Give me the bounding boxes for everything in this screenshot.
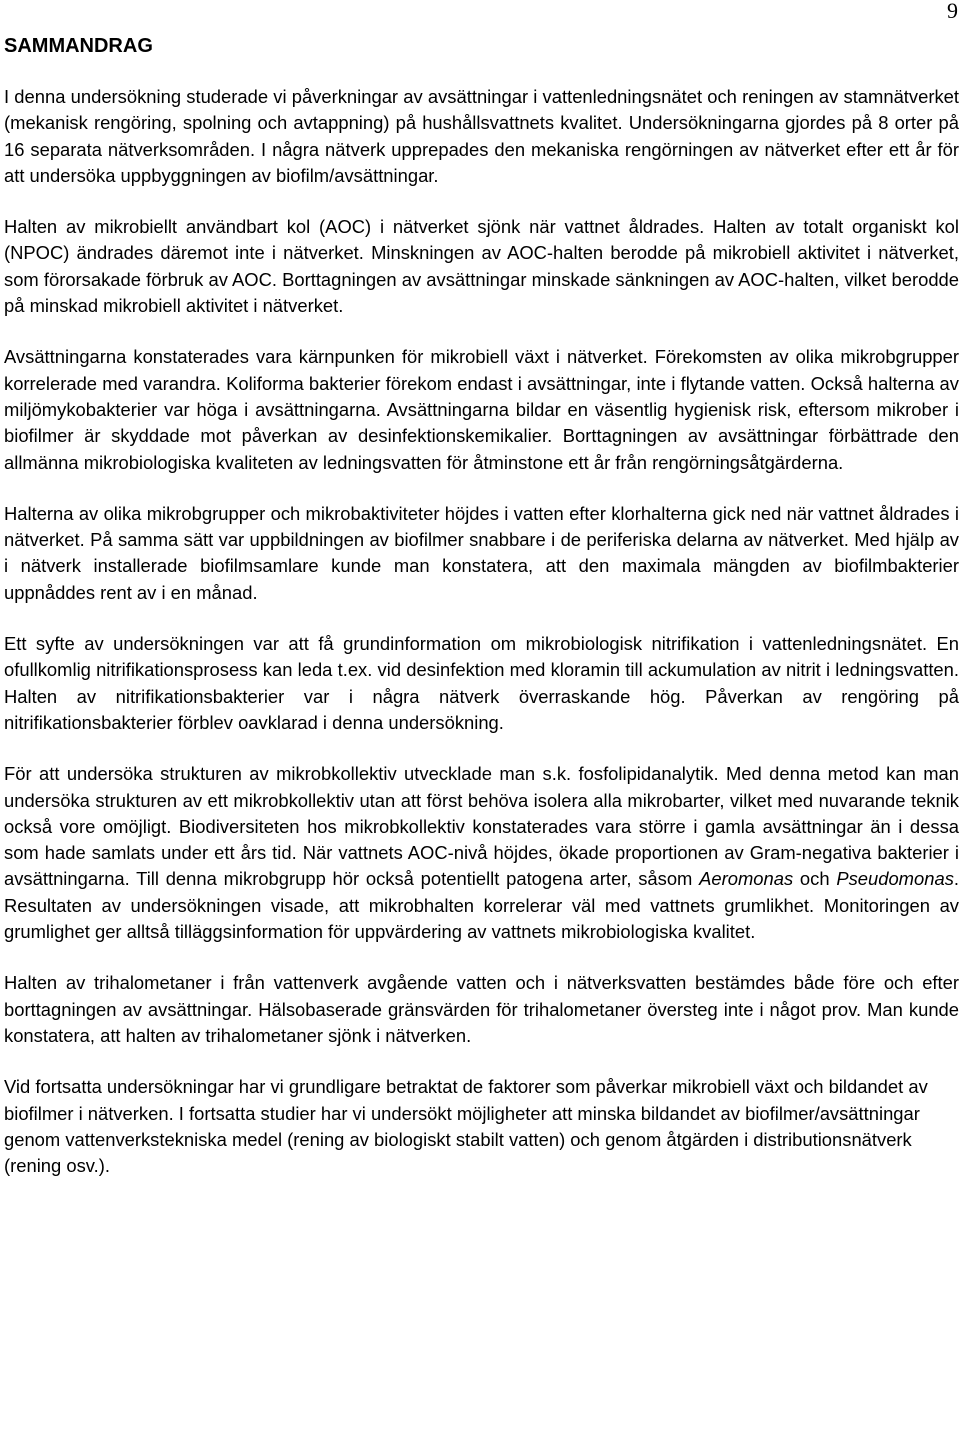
- paragraph-3: Avsättningarna konstaterades vara kärnpunken för mikrobiell växt i nätverket. Förekomsten av olika mikrobgrupper korrelerade med varandra. Koliforma bakterier förekom endast i avsättningar, inte i flytande vatten. Också halterna av miljömykobakterier var höga i avsättningarna. Avsättningarna bildar en väsentlig hygienisk risk, eftersom mikrober i biofilmer är skyddade mot påverkan av desinfektionskemikalier. Borttagningen av avsättningar förbättrade den allmänna mikrobiologiska kvaliteten av ledningsvatten för åtminstone ett år från rengörningsåtgärderna.: [4, 346, 959, 473]
- section-heading: SAMMANDRAG: [4, 35, 153, 57]
- paragraph-4: Halterna av olika mikrobgrupper och mikrobaktiviteter höjdes i vatten efter klorhalterna gick ned när vattnet åldrades i nätverket. På samma sätt var uppbildningen av biofilmer snabbare i de periferiska delarna av nätverket. Med hjälp av i nätverk installerade biofilmsamlare kunde man konstatera, att den maximala mängden av biofilmbakterier uppnåddes rent av i en månad.: [4, 502, 959, 603]
- paragraph-5: Ett syfte av undersökningen var att få grundinformation om mikrobiologisk nitrifikation i vattenledningsnätet. En ofullkomlig nitrifikationsprosess kan leda t.ex. vid desinfektion med kloramin till ackumulation av nitrit i ledningsvatten. Halten av nitrifikationsbakterier var i några nätverk överraskande hög. Påverkan av rengöring på nitrifikationsbakterier förblev oavklarad i denna undersökning.: [4, 633, 959, 733]
- page-number: 9: [947, 0, 958, 23]
- paragraph-6-text-after: . Resultaten av undersökningen visade, att mikrobhalten korrelerar väl med vattnets grumlikhet. Monitoringen av grumlighet ger alltså tilläggsinformation för uppvärdering av vattnets mikrobiologiska kvalitet.: [4, 868, 960, 943]
- species-name-aeromonas: Aeromonas: [699, 868, 794, 890]
- document-body: [4, 84, 959, 1204]
- paragraph-1: I denna undersökning studerade vi påverkningar av avsättningar i vattenledningsnätet och reningen av stamnätverket (mekanisk rengöring, spolning och avtappning) på hushållsvattnets kvalitet. Undersökningarna gjordes på 8 orter på 16 separata nätverksområden. I några nätverk upprepades den mekaniska rengörningen av nätverket efter ett år för att undersöka uppbyggningen av biofilm/avsättningar.: [4, 86, 959, 186]
- paragraph-8: Vid fortsatta undersökningar har vi grundligare betraktat de faktorer som påverkar mikrobiell växt och bildandet av biofilmer i nätverken. I fortsatta studier har vi undersökt möjligheter att minska bildandet av biofilmer/avsättningar genom vattenverkstekniska medel (rening av biologiskt stabilt vatten) och genom åtgärden i distributionsnätverk (rening osv.).: [4, 1076, 928, 1177]
- paragraph-2: Halten av mikrobiellt användbart kol (AOC) i nätverket sjönk när vattnet åldrades. Halten av totalt organiskt kol (NPOC) ändrades däremot inte i nätverket. Minskningen av AOC-halten berodde på mikrobiell aktivitet i nätverket, som förorsakade förbruk av AOC. Borttagningen av avsättningar minskade sänkningen av AOC-halten, vilket berodde på minskad mikrobiell aktivitet i nätverket.: [4, 216, 959, 317]
- paragraph-7: Halten av trihalometaner i från vattenverk avgående vatten och i nätverksvatten bestämdes både före och efter borttagningen av avsättningar. Hälsobaserade gränsvärden för trihalometaner översteg inte i något prov. Man kunde konstatera, att halten av trihalometaner sjönk i nätverken.: [4, 972, 959, 1046]
- species-name-pseudomonas: Pseudomonas: [836, 868, 954, 890]
- paragraph-6-text-middle: och: [793, 868, 837, 890]
- paragraph-6: [4, 761, 959, 945]
- paragraph-6-text-before: För att undersöka strukturen av mikrobkollektiv utvecklade man s.k. fosfolipidanalytik. Med denna metod kan man undersöka strukturen av ett mikrobkollektiv utan att först behöva isolera alla mikrobarter, vilket med nuvarande teknik också vore omöjligt. Biodiversiteten hos mikrobkollektiv konstaterades vara större i gamla avsättningar än i dessa som hade samlats under ett års tid. När vattnets AOC-nivå höjdes, ökade proportionen av Gram-negativa bakterier i avsättningarna. Till denna mikrobgrupp hör också potentiellt patogena arter, såsom: [4, 763, 959, 890]
